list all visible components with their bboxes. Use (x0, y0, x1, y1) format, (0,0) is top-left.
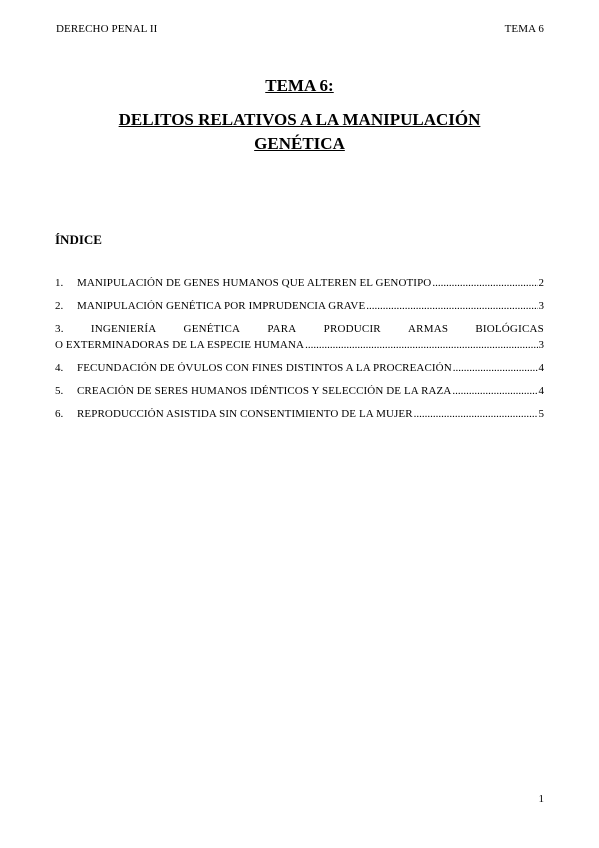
toc-dot-leader (366, 300, 537, 312)
toc-dot-leader (432, 277, 537, 289)
toc-entry-text: MANIPULACIÓN GENÉTICA POR IMPRUDENCIA GRAVE (77, 300, 366, 312)
toc-entry-3[interactable] (55, 323, 544, 355)
toc-entry-page: 2 (538, 277, 544, 289)
toc-entry-text: CREACIÓN DE SERES HUMANOS IDÉNTICOS Y SELECCIÓN DE LA RAZA (77, 385, 452, 397)
toc-entry-text: MANIPULACIÓN DE GENES HUMANOS QUE ALTEREN EL GENOTIPO (77, 277, 432, 289)
toc-entry-number: 3. (55, 323, 64, 335)
toc-entry-text: O EXTERMINADORAS DE LA ESPECIE HUMANA (55, 339, 305, 351)
toc-entry-number: 6. (55, 408, 64, 420)
toc-entry-number: 4. (55, 362, 64, 374)
header-chapter: TEMA 6 (504, 23, 544, 35)
toc-word: PRODUCIR (323, 323, 381, 335)
toc-entry-page: 3 (538, 300, 544, 312)
toc-entry-page: 5 (538, 408, 544, 420)
toc-entry-page: 4 (538, 362, 544, 374)
toc-entry-line-2 (55, 339, 544, 355)
toc-entry-page: 4 (538, 385, 544, 397)
chapter-title: TEMA 6: (265, 76, 334, 95)
toc-dot-leader (452, 385, 537, 397)
toc-entry-4[interactable] (55, 362, 544, 378)
toc-entry-6[interactable] (55, 408, 544, 424)
header-course-title: DERECHO PENAL II (56, 23, 158, 35)
toc-dot-leader (453, 362, 538, 374)
toc-word: INGENIERÍA (90, 323, 157, 335)
running-header (56, 23, 544, 35)
toc-entry-number: 5. (55, 385, 64, 397)
toc-entry-5[interactable] (55, 385, 544, 401)
page-number: 1 (538, 793, 544, 805)
toc-entry-text: FECUNDACIÓN DE ÓVULOS CON FINES DISTINTOS A LA PROCREACIÓN (77, 362, 452, 374)
chapter-subtitle-line-1: DELITOS RELATIVOS A LA MANIPULACIÓN (118, 110, 481, 129)
toc-entry-page: 3 (538, 339, 544, 351)
toc-dot-leader (414, 408, 538, 420)
toc-dot-leader (305, 339, 537, 351)
index-heading: ÍNDICE (55, 232, 102, 247)
toc-entry-text: REPRODUCCIÓN ASISTIDA SIN CONSENTIMIENTO DE LA MUJER (77, 408, 413, 420)
toc-entry-line-1 (55, 323, 544, 339)
toc-word: PARA (267, 323, 297, 335)
toc-word: GENÉTICA (183, 323, 241, 335)
toc-entry-number: 1. (55, 277, 64, 289)
table-of-contents (55, 277, 544, 431)
toc-entry-number: 2. (55, 300, 64, 312)
chapter-subtitle (90, 108, 509, 156)
toc-entry-2[interactable] (55, 300, 544, 316)
chapter-subtitle-line-2: GENÉTICA (254, 134, 345, 153)
toc-word: ARMAS (408, 323, 449, 335)
toc-word: BIOLÓGICAS (475, 323, 544, 335)
toc-entry-1[interactable] (55, 277, 544, 293)
